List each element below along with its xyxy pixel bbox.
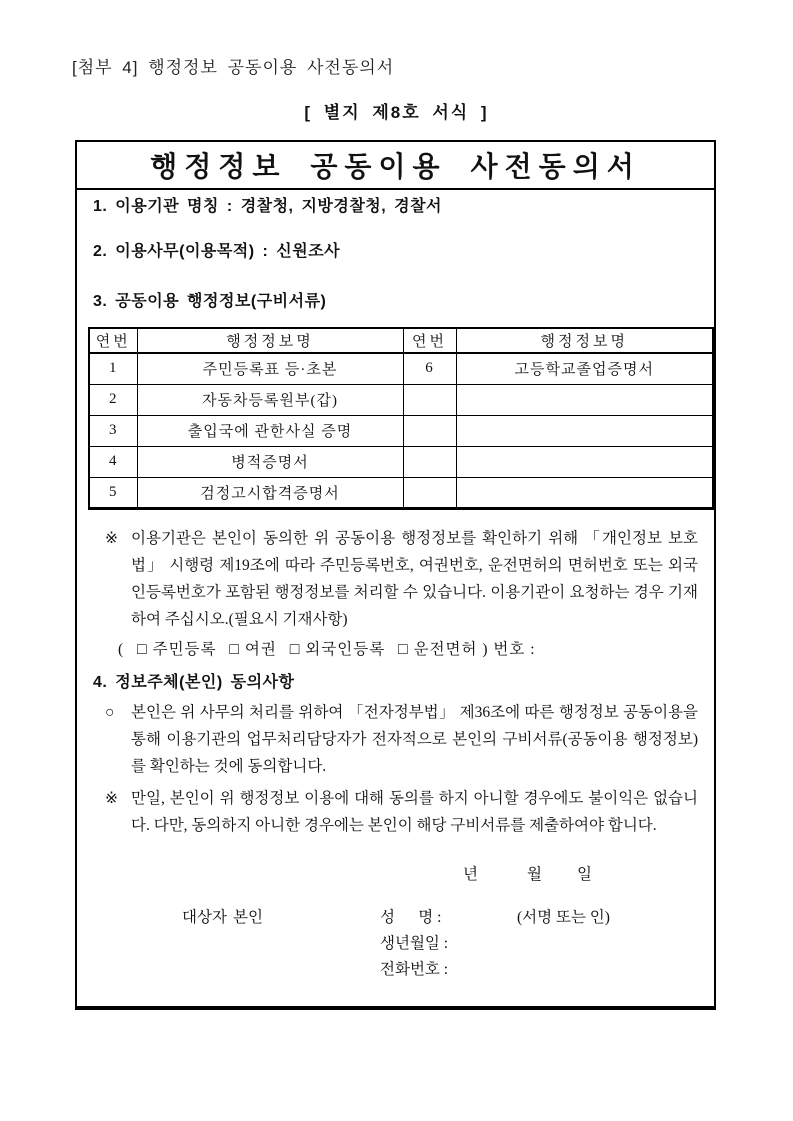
checkbox-item-foreigner bbox=[290, 641, 390, 658]
cell-serial: 6 bbox=[403, 353, 456, 384]
paren-close-number-label: ) 번호 : bbox=[482, 640, 536, 658]
cell-serial: 3 bbox=[89, 415, 137, 446]
table-row bbox=[89, 384, 713, 415]
signature-row-name bbox=[93, 902, 700, 928]
cell-serial: 4 bbox=[89, 446, 137, 477]
cell-serial bbox=[403, 446, 456, 477]
subject-label: 대상자 bbox=[182, 908, 227, 926]
header-serial-1: 연번 bbox=[89, 328, 137, 353]
month-label: 월 bbox=[527, 865, 542, 883]
form-content bbox=[77, 197, 714, 980]
paren-open: ( bbox=[118, 640, 125, 658]
cell-info-name bbox=[456, 415, 713, 446]
table-row bbox=[89, 415, 713, 446]
cell-serial: 1 bbox=[89, 353, 137, 384]
date-line bbox=[93, 859, 700, 885]
checkbox-item-passport bbox=[229, 641, 281, 658]
seal-note: (서명 또는 인) bbox=[517, 908, 610, 926]
cell-serial: 2 bbox=[89, 384, 137, 415]
admin-info-table bbox=[88, 327, 714, 510]
cell-info-name: 주민등록표 등·초본 bbox=[137, 353, 403, 384]
cell-info-name: 병적증명서 bbox=[137, 446, 403, 477]
subject-value: 본인 bbox=[233, 908, 263, 926]
name-field-label: 성 명 : bbox=[380, 908, 442, 926]
year-label: 년 bbox=[463, 865, 478, 883]
cell-info-name: 자동차등록원부(갑) bbox=[137, 384, 403, 415]
circle-marker: ○ bbox=[105, 703, 115, 721]
attachment-caption: [첨부 4] 행정정보 공동이용 사전동의서 bbox=[72, 58, 395, 77]
header-info-name-2: 행정정보명 bbox=[456, 328, 713, 353]
consent-form-box bbox=[75, 140, 716, 1010]
cell-info-name: 검정고시합격증명서 bbox=[137, 477, 403, 508]
checkbox-license-icon[interactable]: □ bbox=[398, 640, 409, 658]
table-header-row bbox=[89, 328, 713, 353]
asterisk-marker: ※ bbox=[105, 789, 118, 807]
signature-row-phone bbox=[93, 954, 700, 980]
checkbox-foreigner-icon[interactable]: □ bbox=[289, 640, 301, 658]
form-title: 행정정보 공동이용 사전동의서 bbox=[77, 142, 714, 190]
id-number-checkbox-line bbox=[118, 636, 700, 663]
privacy-note-text: 이용기관은 본인이 동의한 위 공동이용 행정정보를 확인하기 위해 「개인정보 보호법」 시행령 제19조에 따라 주민등록번호, 여권번호, 운전면허의 면허번호 또는 외국인등록번호가 포함된 행정정보를 처리할 수 있습니다. 이용기관이 요청하는 경우 기재하여 주십시오.(필요시 기재사항) bbox=[131, 529, 698, 628]
header-serial-2: 연번 bbox=[403, 328, 456, 353]
cell-serial bbox=[403, 477, 456, 508]
cell-info-name bbox=[456, 446, 713, 477]
phone-field-label: 전화번호 : bbox=[380, 960, 449, 978]
table-row bbox=[89, 477, 713, 508]
table-row bbox=[89, 353, 713, 384]
cell-info-name: 출입국에 관한사실 증명 bbox=[137, 415, 403, 446]
birth-field-label: 생년월일 : bbox=[380, 934, 449, 952]
consent-paragraph bbox=[93, 699, 700, 780]
asterisk-marker: ※ bbox=[105, 529, 118, 547]
form-code-caption: [ 별지 제8호 서식 ] bbox=[304, 103, 489, 122]
privacy-note-paragraph bbox=[93, 525, 700, 633]
consent-text: 본인은 위 사무의 처리를 위하여 「전자정부법」 제36조에 따른 행정정보 공동이용을 통해 이용기관의 업무처리담당자가 전자적으로 본인의 구비서류(공동이용 행정정보)를 확인하는 것에 동의합니다. bbox=[131, 703, 698, 775]
checkbox-passport-icon[interactable]: □ bbox=[229, 640, 241, 658]
disagreement-note-text: 만일, 본인이 위 행정정보 이용에 대해 동의를 하지 아니할 경우에도 불이익은 없습니다. 다만, 동의하지 아니한 경우에는 본인이 해당 구비서류를 제출하여야 합니다. bbox=[131, 789, 698, 834]
day-label: 일 bbox=[577, 865, 592, 883]
checkbox-jumin-icon[interactable]: □ bbox=[137, 640, 148, 658]
cell-info-name bbox=[456, 384, 713, 415]
disagreement-note-paragraph bbox=[93, 785, 700, 839]
checkbox-license-label: 운전면허 bbox=[413, 640, 478, 658]
cell-info-name bbox=[456, 477, 713, 508]
checkbox-foreigner-label: 외국인등록 bbox=[305, 640, 386, 658]
cell-serial bbox=[403, 415, 456, 446]
cell-info-name: 고등학교졸업증명서 bbox=[456, 353, 713, 384]
section-1-heading: 1. 이용기관 명칭 : 경찰청, 지방경찰청, 경찰서 bbox=[93, 198, 442, 215]
signature-row-birth bbox=[93, 928, 700, 954]
cell-serial: 5 bbox=[89, 477, 137, 508]
checkbox-item-jumin bbox=[137, 641, 221, 658]
cell-serial bbox=[403, 384, 456, 415]
checkbox-jumin-label: 주민등록 bbox=[152, 640, 217, 658]
section-2-heading: 2. 이용사무(이용목적) : 신원조사 bbox=[93, 243, 341, 260]
section-3-heading: 3. 공동이용 행정정보(구비서류) bbox=[93, 293, 327, 310]
checkbox-item-license bbox=[398, 641, 482, 658]
section-4-heading: 4. 정보주체(본인) 동의사항 bbox=[93, 673, 295, 691]
header-info-name-1: 행정정보명 bbox=[137, 328, 403, 353]
table-row bbox=[89, 446, 713, 477]
checkbox-passport-label: 여권 bbox=[244, 640, 277, 658]
